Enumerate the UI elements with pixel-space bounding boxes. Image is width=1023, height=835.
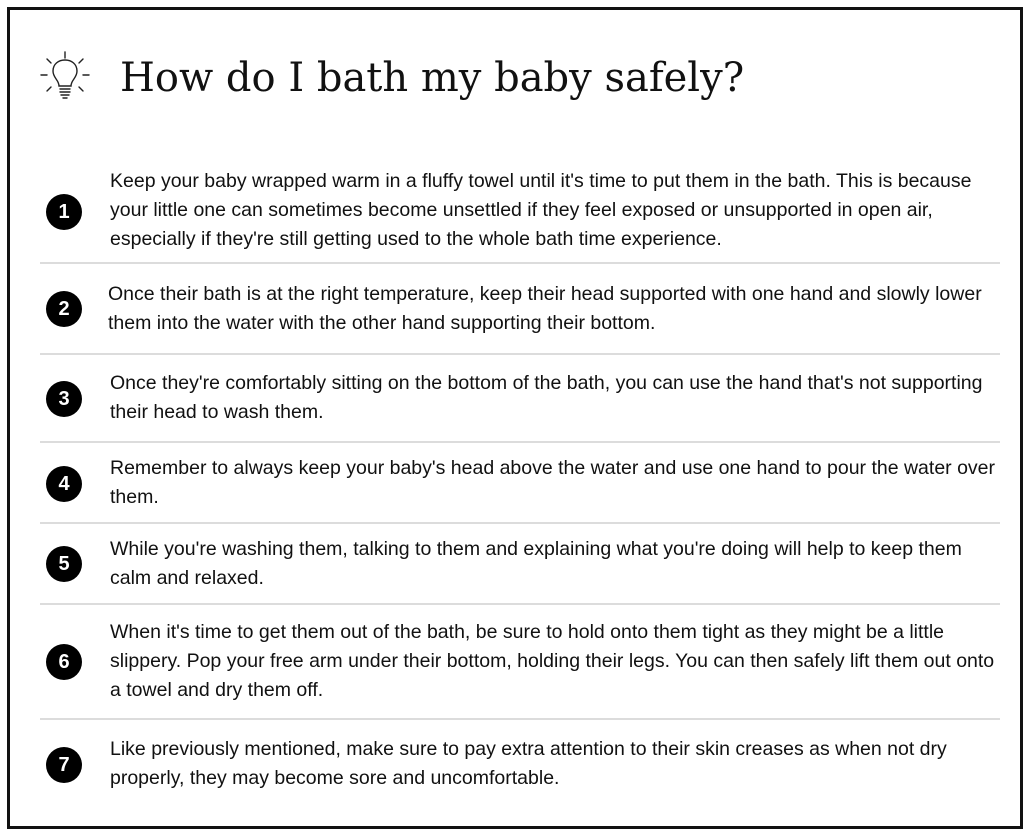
step-text: Remember to always keep your baby's head above the water and use one hand to pour the water over them. (110, 457, 996, 508)
divider (40, 262, 1000, 264)
step-item (40, 735, 1002, 795)
step-text: When it's time to get them out of the bath, be sure to hold onto them tight as they might be a little slippery. Pop your free arm under their bottom, holding their legs. You can then safely lift them out onto a towel and dry them off. (110, 621, 995, 701)
step-text: Keep your baby wrapped warm in a fluffy towel until it's time to put them in the bath. This is because your little one can sometimes become unsettled if they feel exposed or unsupported in open air, especially if they're still getting used to the whole bath time experience. (110, 170, 972, 250)
step-number-badge: 7 (46, 747, 82, 783)
step-text: Once their bath is at the right temperature, keep their head supported with one hand and slowly lower them into the water with the other hand supporting their bottom. (108, 283, 982, 334)
step-item (40, 454, 1002, 514)
divider (40, 441, 1000, 443)
divider (40, 603, 1000, 605)
content-card (7, 7, 1023, 829)
divider (40, 718, 1000, 720)
step-number-badge: 4 (46, 466, 82, 502)
divider (40, 522, 1000, 524)
page-title: How do I bath my baby safely? (120, 55, 745, 101)
step-number-badge: 6 (46, 644, 82, 680)
step-number-badge: 1 (46, 194, 82, 230)
divider (40, 353, 1000, 355)
step-number-badge: 5 (46, 546, 82, 582)
step-item (40, 369, 1002, 429)
step-item (40, 618, 1002, 706)
step-text: Like previously mentioned, make sure to pay extra attention to their skin creases as when not dry properly, they may become sore and uncomfortable. (110, 738, 947, 789)
step-number-badge: 3 (46, 381, 82, 417)
lightbulb-icon (38, 50, 92, 104)
step-text: While you're washing them, talking to them and explaining what you're doing will help to keep them calm and relaxed. (110, 538, 962, 589)
step-item (40, 280, 1002, 340)
step-item (40, 535, 1002, 595)
step-item (40, 167, 1002, 255)
step-text: Once they're comfortably sitting on the bottom of the bath, you can use the hand that's not supporting their head to wash them. (110, 372, 983, 423)
step-number-badge: 2 (46, 291, 82, 327)
